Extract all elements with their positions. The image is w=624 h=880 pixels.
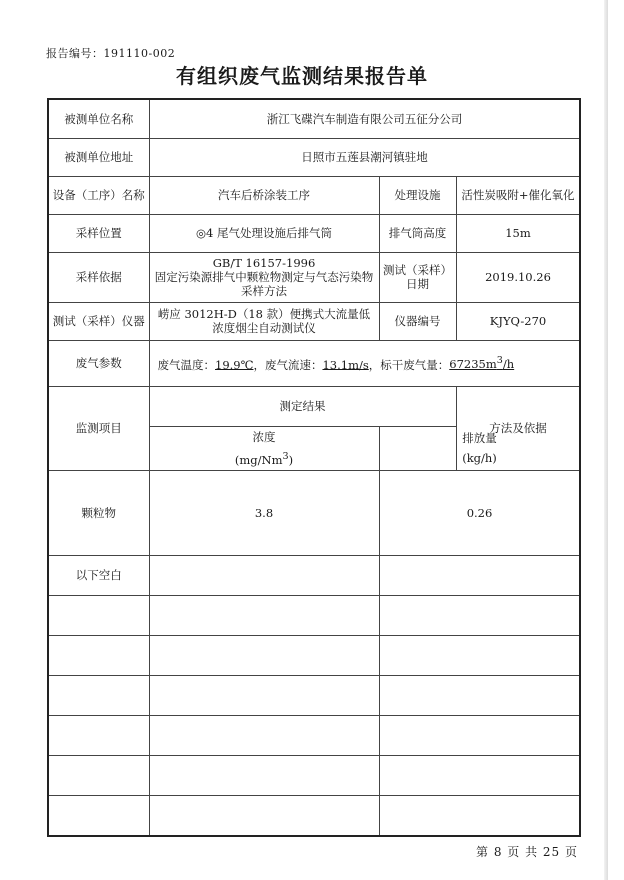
emission-header: 排放量 (kg/h) [379,426,580,470]
position-label: 采样位置 [48,214,149,252]
item-header: 监测项目 [48,386,149,470]
facility-value: 活性炭吸附+催化氧化 [456,176,580,214]
stack-height-label: 排气筒高度 [379,214,456,252]
instrument-id-label: 仪器编号 [379,302,456,340]
monitoring-report-table [47,98,581,837]
params-label: 废气参数 [48,340,149,386]
concentration-header: 浓度 (mg/Nm$^3$) [149,426,379,470]
result-header: 测定结果 [149,386,456,426]
flow-label: 废气流速： [264,357,323,372]
row-instrument [48,302,580,340]
table-row-blank-note [48,555,580,595]
table-row-empty [48,595,580,635]
flow-value: 13.1m/s [322,357,369,372]
temp-label: 废气温度： [157,357,215,372]
table-row-empty [48,675,580,715]
blank-note: 以下空白 [48,555,149,595]
basis-standard-title: 固定污染源排气中颗粒物测定与气态污染物采样方法 [154,270,374,298]
instrument-label: 测试（采样）仪器 [48,302,149,340]
params-value [149,340,580,386]
table-row-empty [48,795,580,836]
result-emission: 0.26 [379,470,580,555]
row-unit-name [48,99,580,138]
page-number: 第 8 页 共 25 页 [476,845,578,859]
basis-value [149,252,379,302]
std-flow-label: 标干废气量： [380,357,450,372]
temp-value: 19.9℃ [215,357,254,372]
table-row-empty [48,715,580,755]
equipment-label: 设备（工序）名称 [48,176,149,214]
basis-label: 采样依据 [48,252,149,302]
row-exhaust-params [48,340,580,386]
unit-name-value: 浙江飞碟汽车制造有限公司五征分公司 [149,99,580,138]
params-separator: ， [368,357,381,372]
instrument-value: 崂应 3012H-D（18 款）便携式大流量低浓度烟尘自动测试仪 [149,302,379,340]
method-header: 方法及依据 [456,386,580,470]
facility-label: 处理设施 [379,176,456,214]
params-separator: ， [253,357,265,372]
row-sampling-position [48,214,580,252]
result-item: 颗粒物 [48,470,149,555]
unit-address-label: 被测单位地址 [48,138,149,176]
position-value: ◎4 尾气处理设施后排气筒 [149,214,379,252]
table-row [48,470,580,555]
unit-name-label: 被测单位名称 [48,99,149,138]
row-unit-address [48,138,580,176]
test-date-value: 2019.10.26 [456,252,580,302]
row-results-header [48,386,580,426]
equipment-value: 汽车后桥涂装工序 [149,176,379,214]
page-title: 有组织废气监测结果报告单 [176,64,428,88]
page-edge [604,0,608,880]
unit-address-value: 日照市五莲县潮河镇驻地 [149,138,580,176]
report-number: 报告编号：191110-002 [46,47,176,60]
std-flow-value: $67235m^3/h$ [449,355,515,372]
instrument-id-value: KJYQ-270 [456,302,580,340]
stack-height-value: 15m [456,214,580,252]
basis-standard: GB/T 16157-1996 [212,256,316,270]
test-date-label: 测试（采样）日期 [379,252,456,302]
row-equipment [48,176,580,214]
result-concentration: 3.8 [149,470,379,555]
row-sampling-basis [48,252,580,302]
table-row-empty [48,755,580,795]
table-row-empty [48,635,580,675]
